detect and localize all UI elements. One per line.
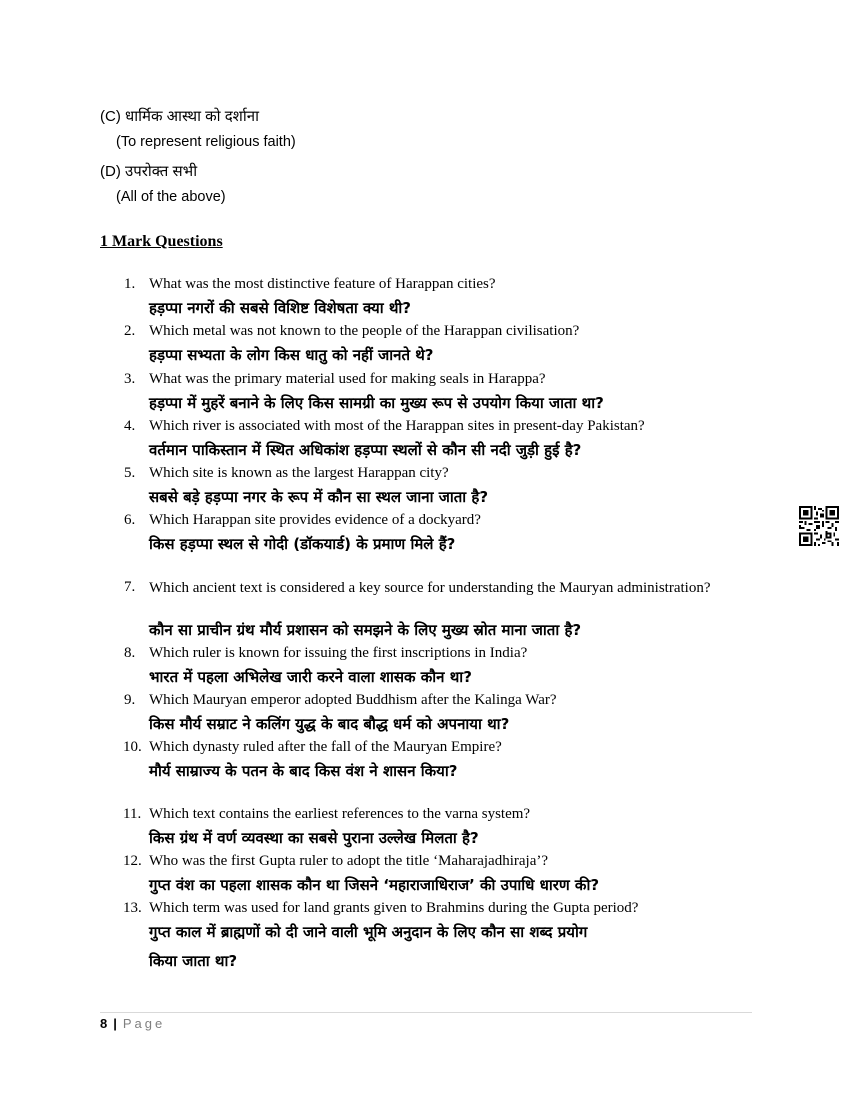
- question-number: 12.: [123, 853, 142, 869]
- question-english: Which Mauryan emperor adopted Buddhism after the Kalinga War?: [149, 692, 557, 708]
- option-d-hindi: (D) उपरोक्त सभी: [100, 163, 198, 180]
- page-number: 8: [100, 1016, 108, 1031]
- question-english: Which metal was not known to the people of the Harappan civilisation?: [149, 323, 580, 339]
- option-c-hindi: (C) धार्मिक आस्था को दर्शाना: [100, 108, 259, 125]
- question-english: Which ancient text is considered a key source for understanding the Mauryan administration?: [149, 580, 711, 596]
- question-number: 6.: [124, 512, 136, 528]
- option-d-english: (All of the above): [116, 189, 226, 205]
- question-number: 2.: [124, 323, 136, 339]
- question-number: 1.: [124, 276, 136, 292]
- footer-divider: [100, 1012, 752, 1013]
- qr-code-icon: [799, 506, 839, 546]
- question-hindi: किस ग्रंथ में वर्ण व्यवस्था का सबसे पुराना उल्लेख मिलता है?: [149, 829, 479, 847]
- question-number: 3.: [124, 371, 136, 387]
- question-hindi: गुप्त वंश का पहला शासक कौन था जिसने ‘महाराजाधिराज’ की उपाधि धारण की?: [149, 876, 600, 894]
- question-number: 11.: [123, 806, 142, 822]
- question-number: 4.: [124, 418, 136, 434]
- question-number: 5.: [124, 465, 136, 481]
- question-english: Which site is known as the largest Harappan city?: [149, 465, 449, 481]
- question-english: Which river is associated with most of the Harappan sites in present-day Pakistan?: [149, 418, 645, 434]
- section-title: 1 Mark Questions: [100, 233, 223, 250]
- question-hindi: गुप्त काल में ब्राह्मणों को दी जाने वाली भूमि अनुदान के लिए कौन सा शब्द प्रयोग: [149, 923, 588, 941]
- page-label: Page: [122, 1016, 166, 1031]
- question-number: 7.: [124, 579, 136, 595]
- question-number: 10.: [123, 739, 142, 755]
- question-hindi: मौर्य साम्राज्य के पतन के बाद किस वंश ने शासन किया?: [149, 762, 458, 780]
- question-number: 9.: [124, 692, 136, 708]
- question-english: Which ruler is known for issuing the first inscriptions in India?: [149, 645, 528, 661]
- question-hindi: वर्तमान पाकिस्तान में स्थित अधिकांश हड़प्पा स्थलों से कौन सी नदी जुड़ी हुई है?: [149, 441, 582, 459]
- question-hindi: सबसे बड़े हड़प्पा नगर के रूप में कौन सा स्थल जाना जाता है?: [149, 488, 489, 506]
- question-english: Who was the first Gupta ruler to adopt the title ‘Maharajadhiraja’?: [149, 853, 549, 869]
- question-english: Which term was used for land grants given to Brahmins during the Gupta period?: [149, 900, 639, 916]
- question-hindi: किस मौर्य सम्राट ने कलिंग युद्ध के बाद बौद्ध धर्म को अपनाया था?: [149, 715, 510, 733]
- question-number: 13.: [123, 900, 142, 916]
- question-hindi-continued: किया जाता था?: [149, 952, 238, 970]
- page-footer: [100, 1016, 165, 1031]
- question-hindi: किस हड़प्पा स्थल से गोदी (डॉकयार्ड) के प्रमाण मिले हैं?: [149, 535, 456, 553]
- question-hindi: हड़प्पा सभ्यता के लोग किस धातु को नहीं जानते थे?: [149, 346, 434, 364]
- question-english: What was the primary material used for making seals in Harappa?: [149, 371, 546, 387]
- question-english: What was the most distinctive feature of Harappan cities?: [149, 276, 496, 292]
- question-number: 8.: [124, 645, 136, 661]
- question-english: Which Harappan site provides evidence of a dockyard?: [149, 512, 481, 528]
- option-c-english: (To represent religious faith): [116, 134, 296, 150]
- question-hindi: भारत में पहला अभिलेख जारी करने वाला शासक कौन था?: [149, 668, 472, 686]
- footer-separator: |: [113, 1016, 117, 1031]
- question-english: Which dynasty ruled after the fall of the Mauryan Empire?: [149, 739, 502, 755]
- question-hindi: हड़प्पा में मुहरें बनाने के लिए किस सामग्री का मुख्य रूप से उपयोग किया जाता था?: [149, 394, 604, 412]
- question-english: Which text contains the earliest references to the varna system?: [149, 806, 531, 822]
- question-hindi: हड़प्पा नगरों की सबसे विशिष्ट विशेषता क्या थी?: [149, 299, 411, 317]
- question-hindi: कौन सा प्राचीन ग्रंथ मौर्य प्रशासन को समझने के लिए मुख्य स्रोत माना जाता है?: [149, 621, 582, 639]
